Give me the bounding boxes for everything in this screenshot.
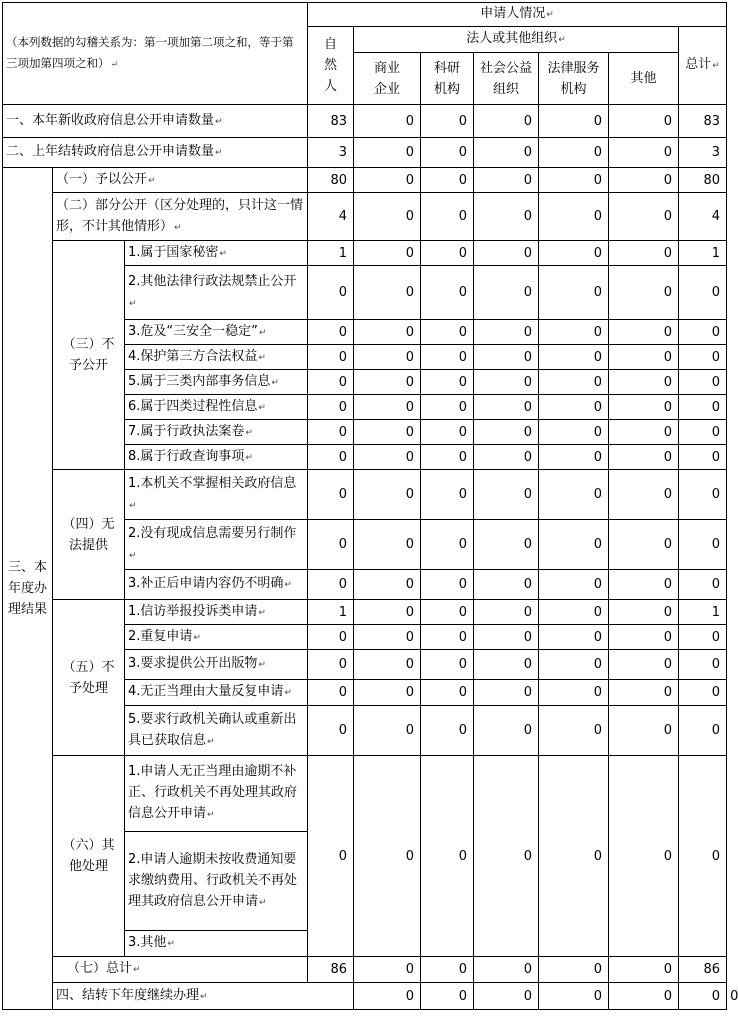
cell-value: 0 [609, 345, 679, 370]
row-label: 1.属于国家秘密↵ [125, 241, 308, 266]
cell-value: 0 [609, 570, 679, 600]
cell-value: 0 [421, 625, 474, 650]
table-note: （本列数据的勾稽关系为：第一项加第二项之和，等于第三项加第四项之和）↵ [3, 3, 308, 105]
research-header: 科研机构 [421, 53, 474, 105]
cell-value: 0 [421, 395, 474, 420]
cell-value: 0 [354, 241, 421, 266]
cell-value: 1 [308, 241, 354, 266]
cell-value: 0 [474, 650, 539, 680]
section3-label: 三、本年度办理结果 [3, 168, 53, 1010]
cell-value: 0 [474, 625, 539, 650]
row-label: 4.保护第三方合法权益↵ [125, 345, 308, 370]
cell-value: 0 [474, 983, 539, 1010]
cell-value: 0 [609, 266, 679, 320]
cell-value: 0 [474, 266, 539, 320]
cell-value: 0 [474, 756, 539, 957]
cell-value: 0 [679, 420, 727, 445]
cell-value: 0 [421, 957, 474, 983]
cell-value: 0 [609, 983, 679, 1010]
table-row [3, 957, 727, 983]
cell-value: 0 [308, 625, 354, 650]
cell-value: 0 [308, 680, 354, 706]
cell-value: 0 [679, 650, 727, 680]
cell-value: 4 [308, 193, 354, 241]
row-label: 3.其他↵ [125, 931, 308, 957]
table-row [3, 193, 727, 241]
table-row [3, 138, 727, 168]
row-label: （一）予以公开↵ [53, 168, 308, 193]
row-label: 6.属于四类过程性信息↵ [125, 395, 308, 420]
cell-value: 4 [679, 193, 727, 241]
cell-value: 0 [421, 570, 474, 600]
cell-value: 0 [679, 266, 727, 320]
cell-value: 0 [421, 680, 474, 706]
cell-value: 0 [679, 983, 727, 1010]
cell-value: 0 [609, 395, 679, 420]
cell-value: 0 [474, 168, 539, 193]
cell-value: 0 [354, 420, 421, 445]
cell-value: 1 [679, 241, 727, 266]
row-label: 3.补正后申请内容仍不明确↵ [125, 570, 308, 600]
cell-value: 0 [679, 470, 727, 520]
table-row [3, 600, 727, 625]
cell-value: 0 [308, 570, 354, 600]
cell-value: 0 [539, 320, 609, 345]
cell-value: 0 [474, 395, 539, 420]
group-label: （四）无法提供 [53, 470, 125, 600]
cell-value: 0 [539, 570, 609, 600]
cell-value: 0 [354, 600, 421, 625]
cell-value: 0 [421, 320, 474, 345]
cell-value: 0 [421, 193, 474, 241]
cell-value: 0 [421, 470, 474, 520]
cell-value: 0 [539, 138, 609, 168]
cell-value: 0 [308, 470, 354, 520]
cell-value: 0 [474, 570, 539, 600]
cell-value: 0 [308, 345, 354, 370]
cell-value: 0 [474, 370, 539, 395]
cell-value: 0 [308, 395, 354, 420]
row-label: 四、结转下年度继续办理↵ [53, 983, 354, 1010]
row-label: 5.要求行政机关确认或重新出具已获取信息↵ [125, 706, 308, 756]
cell-value: 0 [354, 105, 421, 138]
cell-value: 0 [474, 193, 539, 241]
cell-value: 0 [609, 241, 679, 266]
cell-value: 0 [539, 420, 609, 445]
cell-value: 0 [679, 756, 727, 957]
cell-value: 0 [539, 600, 609, 625]
row-label: 2.其他法律行政法规禁止公开↵ [125, 266, 308, 320]
cell-value: 0 [609, 650, 679, 680]
cell-value: 86 [308, 957, 354, 983]
cell-value: 0 [609, 445, 679, 470]
cell-value: 0 [609, 625, 679, 650]
cell-value: 0 [421, 650, 474, 680]
cell-value: 0 [609, 420, 679, 445]
cell-value: 0 [679, 320, 727, 345]
cell-value: 0 [609, 105, 679, 138]
cell-value: 0 [421, 241, 474, 266]
cell-value: 0 [308, 370, 354, 395]
cell-value: 0 [421, 756, 474, 957]
cell-value: 1 [308, 600, 354, 625]
row-label: 2.重复申请↵ [125, 625, 308, 650]
cell-value: 0 [474, 345, 539, 370]
cell-value: 0 [308, 520, 354, 570]
cell-value: 0 [609, 680, 679, 706]
row-label: 4.无正当理由大量反复申请↵ [125, 680, 308, 706]
social-header: 社会公益组织 [474, 53, 539, 105]
natural-person-header: 自然人 [308, 27, 354, 105]
cell-value: 0 [308, 445, 354, 470]
cell-value: 0 [474, 445, 539, 470]
cell-value: 0 [539, 706, 609, 756]
cell-value: 0 [609, 320, 679, 345]
cell-value: 86 [679, 957, 727, 983]
cell-value: 0 [308, 756, 354, 957]
cell-value: 0 [539, 680, 609, 706]
cell-value: 0 [539, 241, 609, 266]
cell-value: 0 [354, 706, 421, 756]
row-label: 7.属于行政执法案卷↵ [125, 420, 308, 445]
cell-value: 0 [354, 625, 421, 650]
cell-value: 0 [609, 706, 679, 756]
cell-value: 0 [474, 470, 539, 520]
row-label: 1.申请人无正当理由逾期不补正、行政机关不再处理其政府信息公开申请↵ [125, 756, 308, 832]
row-label: 一、本年新收政府信息公开申请数量↵ [3, 105, 308, 138]
cell-value: 0 [308, 266, 354, 320]
cell-value: 0 [354, 193, 421, 241]
cell-value: 0 [539, 957, 609, 983]
cell-value: 0 [354, 650, 421, 680]
row-label: 1.本机关不掌握相关政府信息↵ [125, 470, 308, 520]
cell-value: 0 [539, 650, 609, 680]
row-label: 3.危及“三安全一稳定”↵ [125, 320, 308, 345]
row-label: 2.申请人逾期未按收费通知要求缴纳费用、行政机关不再处理其政府信息公开申请↵ [125, 832, 308, 931]
cell-value: 0 [609, 138, 679, 168]
cell-value: 0 [539, 983, 609, 1010]
cell-value: 0 [539, 345, 609, 370]
group-label: （六）其他处理 [53, 756, 125, 957]
cell-value: 0 [354, 445, 421, 470]
other-header: 其他 [609, 53, 679, 105]
cell-value: 0 [474, 600, 539, 625]
cell-value: 0 [609, 756, 679, 957]
row-label: 1.信访举报投诉类申请↵ [125, 600, 308, 625]
cell-value: 0 [421, 420, 474, 445]
cell-value: 83 [308, 105, 354, 138]
cell-value: 0 [609, 168, 679, 193]
cell-value: 0 [354, 320, 421, 345]
cell-value: 0 [421, 138, 474, 168]
cell-value: 0 [539, 395, 609, 420]
cell-value: 0 [421, 445, 474, 470]
cell-value: 83 [679, 105, 727, 138]
cell-value: 0 [679, 395, 727, 420]
cell-value: 0 [609, 470, 679, 520]
cell-value: 3 [308, 138, 354, 168]
cell-value: 1 [679, 600, 727, 625]
group-label: （五）不予处理 [53, 600, 125, 756]
cell-value: 0 [421, 706, 474, 756]
total-header: 总计↵ [679, 27, 727, 105]
cell-value: 0 [354, 266, 421, 320]
disclosure-statistics-table [2, 2, 738, 1010]
cell-value: 0 [354, 138, 421, 168]
cell-value: 0 [354, 395, 421, 420]
cell-value: 0 [421, 520, 474, 570]
cell-value: 0 [679, 570, 727, 600]
row-label: （二）部分公开（区分处理的，只计这一情形，不计其他情形）↵ [53, 193, 308, 241]
cell-value: 0 [354, 345, 421, 370]
cell-value: 0 [539, 756, 609, 957]
cell-value: 0 [354, 680, 421, 706]
cell-value: 0 [679, 345, 727, 370]
cell-value: 0 [474, 706, 539, 756]
cell-value: 0 [354, 168, 421, 193]
cell-value: 0 [308, 706, 354, 756]
row-label: 5.属于三类内部事务信息↵ [125, 370, 308, 395]
cell-value: 0 [474, 957, 539, 983]
cell-value: 0 [354, 983, 421, 1010]
table-row [3, 756, 727, 832]
legal-service-header: 法律服务机构 [539, 53, 609, 105]
cell-value: 3 [679, 138, 727, 168]
cell-value: 0 [539, 470, 609, 520]
cell-value: 0 [609, 957, 679, 983]
cell-value: 0 [539, 520, 609, 570]
cell-value: 0 [679, 680, 727, 706]
cell-value: 0 [308, 320, 354, 345]
cell-value: 0 [421, 266, 474, 320]
table-row: 四、结转下年度继续办理↵ 0 0 0 0 0 0 0 [3, 983, 727, 1010]
cell-value: 0 [609, 370, 679, 395]
table-row [3, 105, 727, 138]
cell-value: 0 [421, 105, 474, 138]
cell-value: 80 [308, 168, 354, 193]
cell-value: 0 [308, 650, 354, 680]
cell-value: 0 [354, 470, 421, 520]
cell-value: 0 [474, 520, 539, 570]
row-label: 2.没有现成信息需要另行制作↵ [125, 520, 308, 570]
cell-value: 0 [354, 370, 421, 395]
cell-value: 0 [539, 105, 609, 138]
cell-value: 0 [474, 138, 539, 168]
cell-value: 0 [679, 370, 727, 395]
applicant-situation-header: 申请人情况↵ [308, 3, 727, 27]
cell-value: 0 [421, 600, 474, 625]
cell-value: 0 [539, 625, 609, 650]
cell-value: 0 [308, 420, 354, 445]
table-row [3, 168, 727, 193]
legal-person-group-header: 法人或其他组织↵ [354, 27, 679, 53]
cell-value: 0 [539, 445, 609, 470]
cell-value: 80 [679, 168, 727, 193]
cell-value: 0 [421, 370, 474, 395]
cell-value: 0 [354, 520, 421, 570]
cell-value: 0 [539, 266, 609, 320]
cell-value: 0 [609, 193, 679, 241]
cell-value: 0 [354, 570, 421, 600]
cell-value: 0 [609, 520, 679, 570]
business-header: 商业企业 [354, 53, 421, 105]
cell-value: 0 [421, 345, 474, 370]
cell-value: 0 [679, 706, 727, 756]
row-label: （七）总计↵ [53, 957, 308, 983]
cell-value: 0 [474, 420, 539, 445]
row-label: 二、上年结转政府信息公开申请数量↵ [3, 138, 308, 168]
group-label: （三）不予公开 [53, 241, 125, 470]
cell-value: 0 [421, 983, 474, 1010]
cell-value: 0 [474, 241, 539, 266]
cell-value: 0 [679, 625, 727, 650]
cell-value: 0 [354, 756, 421, 957]
row-label: 8.属于行政查询事项↵ [125, 445, 308, 470]
row-label: 3.要求提供公开出版物↵ [125, 650, 308, 680]
cell-value: 0 [474, 105, 539, 138]
cell-value: 0 [539, 168, 609, 193]
cell-value: 0 [539, 193, 609, 241]
cell-value: 0 [421, 168, 474, 193]
cell-value: 0 [679, 445, 727, 470]
cell-value: 0 [539, 370, 609, 395]
cell-value: 0 [679, 520, 727, 570]
cell-value: 0 [354, 957, 421, 983]
cell-value: 0 [609, 600, 679, 625]
cell-value: 0 [474, 680, 539, 706]
table-row [3, 470, 727, 520]
table-row [3, 241, 727, 266]
cell-value: 0 [474, 320, 539, 345]
